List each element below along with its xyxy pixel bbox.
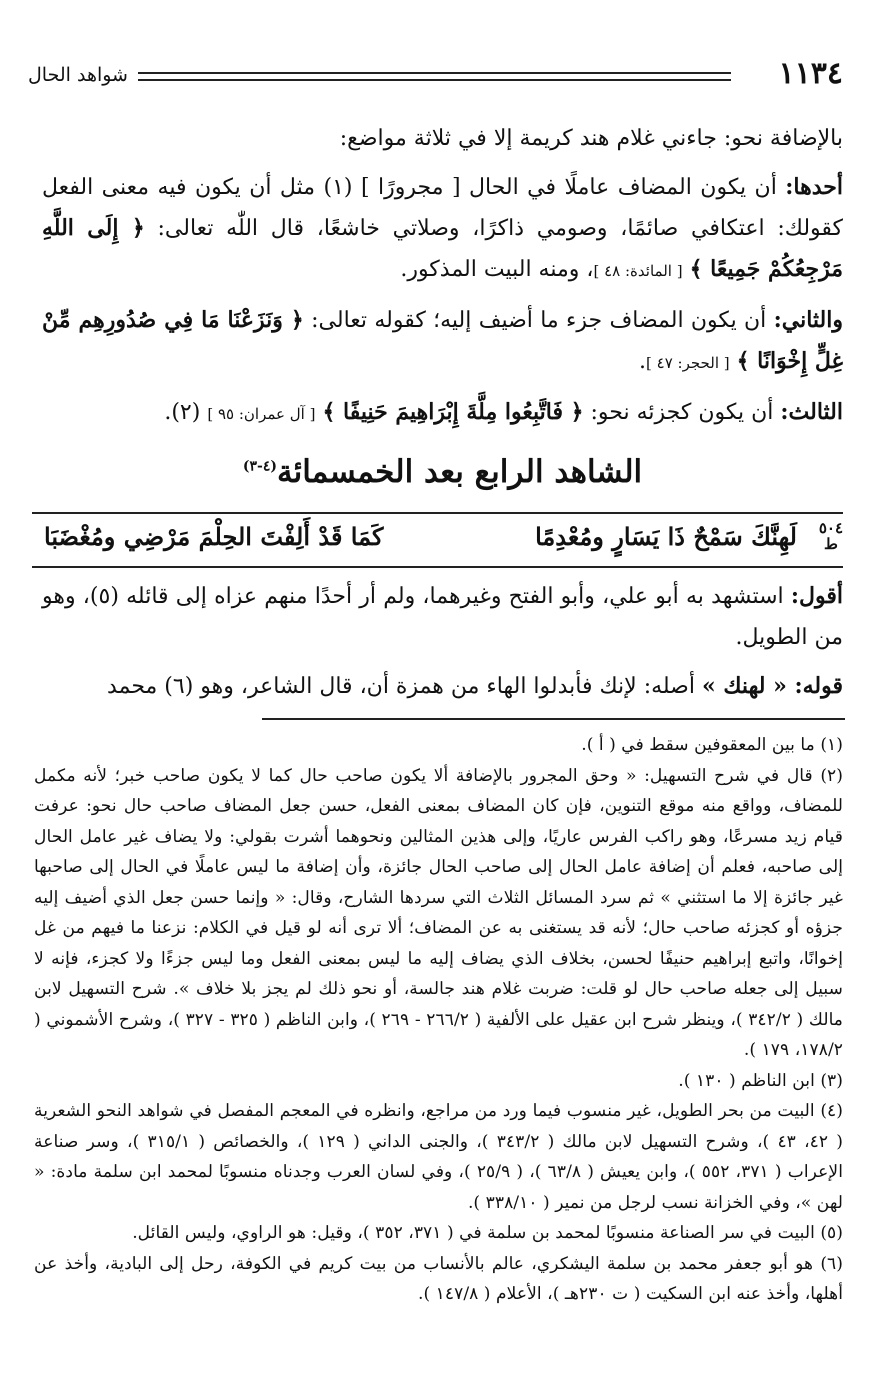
section-title-text: الشاهد الرابع بعد الخمسمائة	[276, 454, 643, 490]
second-quran: ﴿ وَنَزَعْنَا مَا فِي صُدُورِهِم مِّنْ غِلٍّ إِخْوَانًا ﴾	[42, 307, 843, 374]
third-case	[42, 392, 843, 435]
verse-number: ٥٠٤	[818, 519, 843, 537]
first-text2: مثل أن يكون فيه معنى الفعل كقولك: اعتكافي صائمًا، وصومي ذاكرًا، وصلاتي خاشعًا، قال اللّٰه تعالى:	[42, 175, 843, 241]
intro-line: بالإضافة نحو: جاءني غلام هند كريمة إلا في ثلاثة مواضع:	[339, 126, 843, 151]
first-lead: أحدها:	[785, 174, 843, 200]
third-quran: ﴿ فَاتَّبِعُوا مِلَّةَ إِبْرَاهِيمَ حَنِيفًا ﴾	[322, 399, 584, 425]
second-text2: .	[639, 349, 647, 374]
commentary-p2-text: أصله: لإنك فأبدلوا الهاء من همزة أن، قال الشاعر، وهو (٦) محمد	[107, 674, 702, 699]
commentary-p2	[42, 666, 843, 707]
third-text2: .	[164, 400, 172, 425]
third-footnote-ref: (٢)	[171, 400, 208, 425]
footnote-3: (٣) ابن الناظم ( ١٣٠ ).	[678, 1070, 843, 1091]
footnote-4: (٤) البيت من بحر الطويل، غير منسوب فيما ورد من مراجع، وانظره في المعجم المفصل في شواهد النحو الشعرية ( ٤٢، ٤٣ )، وشرح التسهيل لابن مالك ( ٣٤٣/٢ )، والجنى الداني ( ١٢٩ )، والخصائص ( ٣١٥/١ )، وسر صناعة الإعراب ( ٣٧١، ٥٥٢ )، وابن يعيش ( ٦٣/٨ )، ( ٢٥/٩ )، وفي لسان العرب وجدناه منسوبًا لمحمد ابن سلمة مادة: « لهن »، وفي الخزانة نسب لرجل من نمير ( ٣٣٨/١٠ ).	[34, 1101, 843, 1213]
commentary-p2-lead: قوله: « لهنك »	[701, 673, 843, 699]
header-rule	[138, 72, 731, 81]
third-citation: [ آل عمران: ٩٥ ]	[207, 405, 316, 423]
verse-number-block	[819, 520, 843, 552]
first-quran: ﴿ إِلَى اللَّهِ مَرْجِعُكُمْ جَمِيعًا ﴾	[42, 215, 843, 282]
commentary-p1	[42, 576, 843, 658]
section-footnote-ref: (٤-٣)	[242, 458, 277, 475]
footnote-6: (٦) هو أبو جعفر محمد بن سلمة اليشكري، عالم بالأنساب من بيت كريم في الكوفة، رحل إلى البادية، وأخذ عن أهلها، وأخذ عنه ابن السكيت ( ت ٢٣٠هـ )، الأعلام ( ١٤٧/٨ ).	[34, 1253, 843, 1304]
footnote-1: (١) ما بين المعقوفين سقط في ( أ ).	[581, 735, 843, 755]
commentary-p1-lead: أقول:	[790, 583, 843, 609]
second-case	[42, 300, 843, 384]
second-text1: أن يكون المضاف جزء ما أضيف إليه؛ كقوله تعالى:	[303, 308, 774, 333]
footnote-5: (٥) البيت في سر الصناعة منسوبًا لمحمد بن سلمة في ( ٣٧١، ٣٥٢ )، وقيل: هو الراوي، وليس القائل.	[132, 1223, 843, 1243]
first-citation: [ المائدة: ٤٨ ]	[593, 262, 683, 280]
second-citation: [ الحجر: ٤٧ ]	[646, 354, 730, 372]
running-title: شواهد الحال	[28, 64, 128, 86]
commentary-p1-text: استشهد به أبو علي، وأبو الفتح وغيرهما، ولم أر أحدًا منهم عزاه إلى قائله (٥)، وهو من الطويل.	[42, 584, 843, 650]
verse-second-hemistich: كَمَا قَدْ أَلِفْتَ الحِلْمَ مَرْضِي ومُغْضَبَا	[44, 522, 384, 551]
page-header	[28, 56, 843, 96]
commentary	[42, 576, 843, 707]
second-lead: والثاني:	[773, 307, 843, 333]
first-footnote-ref: (١)	[323, 175, 353, 200]
section-title	[42, 454, 843, 490]
third-text1: أن يكون كجزئه نحو:	[583, 400, 781, 425]
verse-first-hemistich: لَهِنَّكَ سَمْحٌ ذَا يَسَارٍ ومُعْدِمًا	[535, 522, 797, 551]
footnote-separator	[262, 718, 845, 720]
page-number: ١١٣٤	[778, 56, 843, 91]
third-lead: الثالث:	[780, 399, 843, 425]
verse-box	[32, 512, 843, 568]
footnotes	[34, 730, 843, 1310]
first-text1: أن يكون المضاف عاملًا في الحال [ مجرورًا ]	[352, 175, 786, 200]
verse-meter-mark: ط	[823, 535, 838, 553]
footnote-2: (٢) قال في شرح التسهيل: « وحق المجرور بالإضافة ألا يكون صاحب حال كما لا يكون صاحب خبر؛ لأنه مكمل للمضاف، وواقع منه موقع التنوين، فإن كان المضاف بمعنى الفعل، حسن جعل المضاف صاحب حال نحو: عرفت قيام زيد مسرعًا، وهو راكب الفرس عاريًا، وإلى هذين المثالين ونحوهما أشرت بقولي: ولا يضاف غير عامل الحال إلى صاحبه، فعلم أن إضافة عامل الحال إلى صاحب الحال جائزة، وأن إضافة ما ليس عاملًا في الحال إلى صاحبها غير جائزة إلا ما استثني » ثم سرد المسائل الثلاث التي سردها الشارح، وقال: « وإنما حسن جعل الذي أضيف إليه جزؤه أو كجزئه صاحب حال؛ لأنه قد يستغنى به عن المضاف؛ ألا ترى أنه لو قيل في الكلام: نزعنا ما فيهم من غل إخوانًا، واتبع إبراهيم حنيفًا لحسن، بخلاف الذي يضاف إليه ما ليس بمعنى الفعل وما ليس جزءًا ولا كجزء، فإنه لا سبيل إلى جعله صاحب حال لو قلت: ضربت غلام هند جالسة، أو نحو ذلك لم يجز بلا خلاف ». شرح التسهيل لابن مالك ( ٣٤٢/٢ )، وينظر شرح ابن عقيل على الألفية ( ٢٦٦/٢ - ٢٦٩ )، وابن الناظم ( ٣٢٥ - ٣٢٧ )، وشرح الأشموني ( ١٧٨/٢، ١٧٩ ).	[34, 765, 844, 1060]
first-case	[42, 167, 843, 292]
first-text3: ، ومنه البيت المذكور.	[400, 257, 594, 282]
main-text	[42, 118, 843, 435]
